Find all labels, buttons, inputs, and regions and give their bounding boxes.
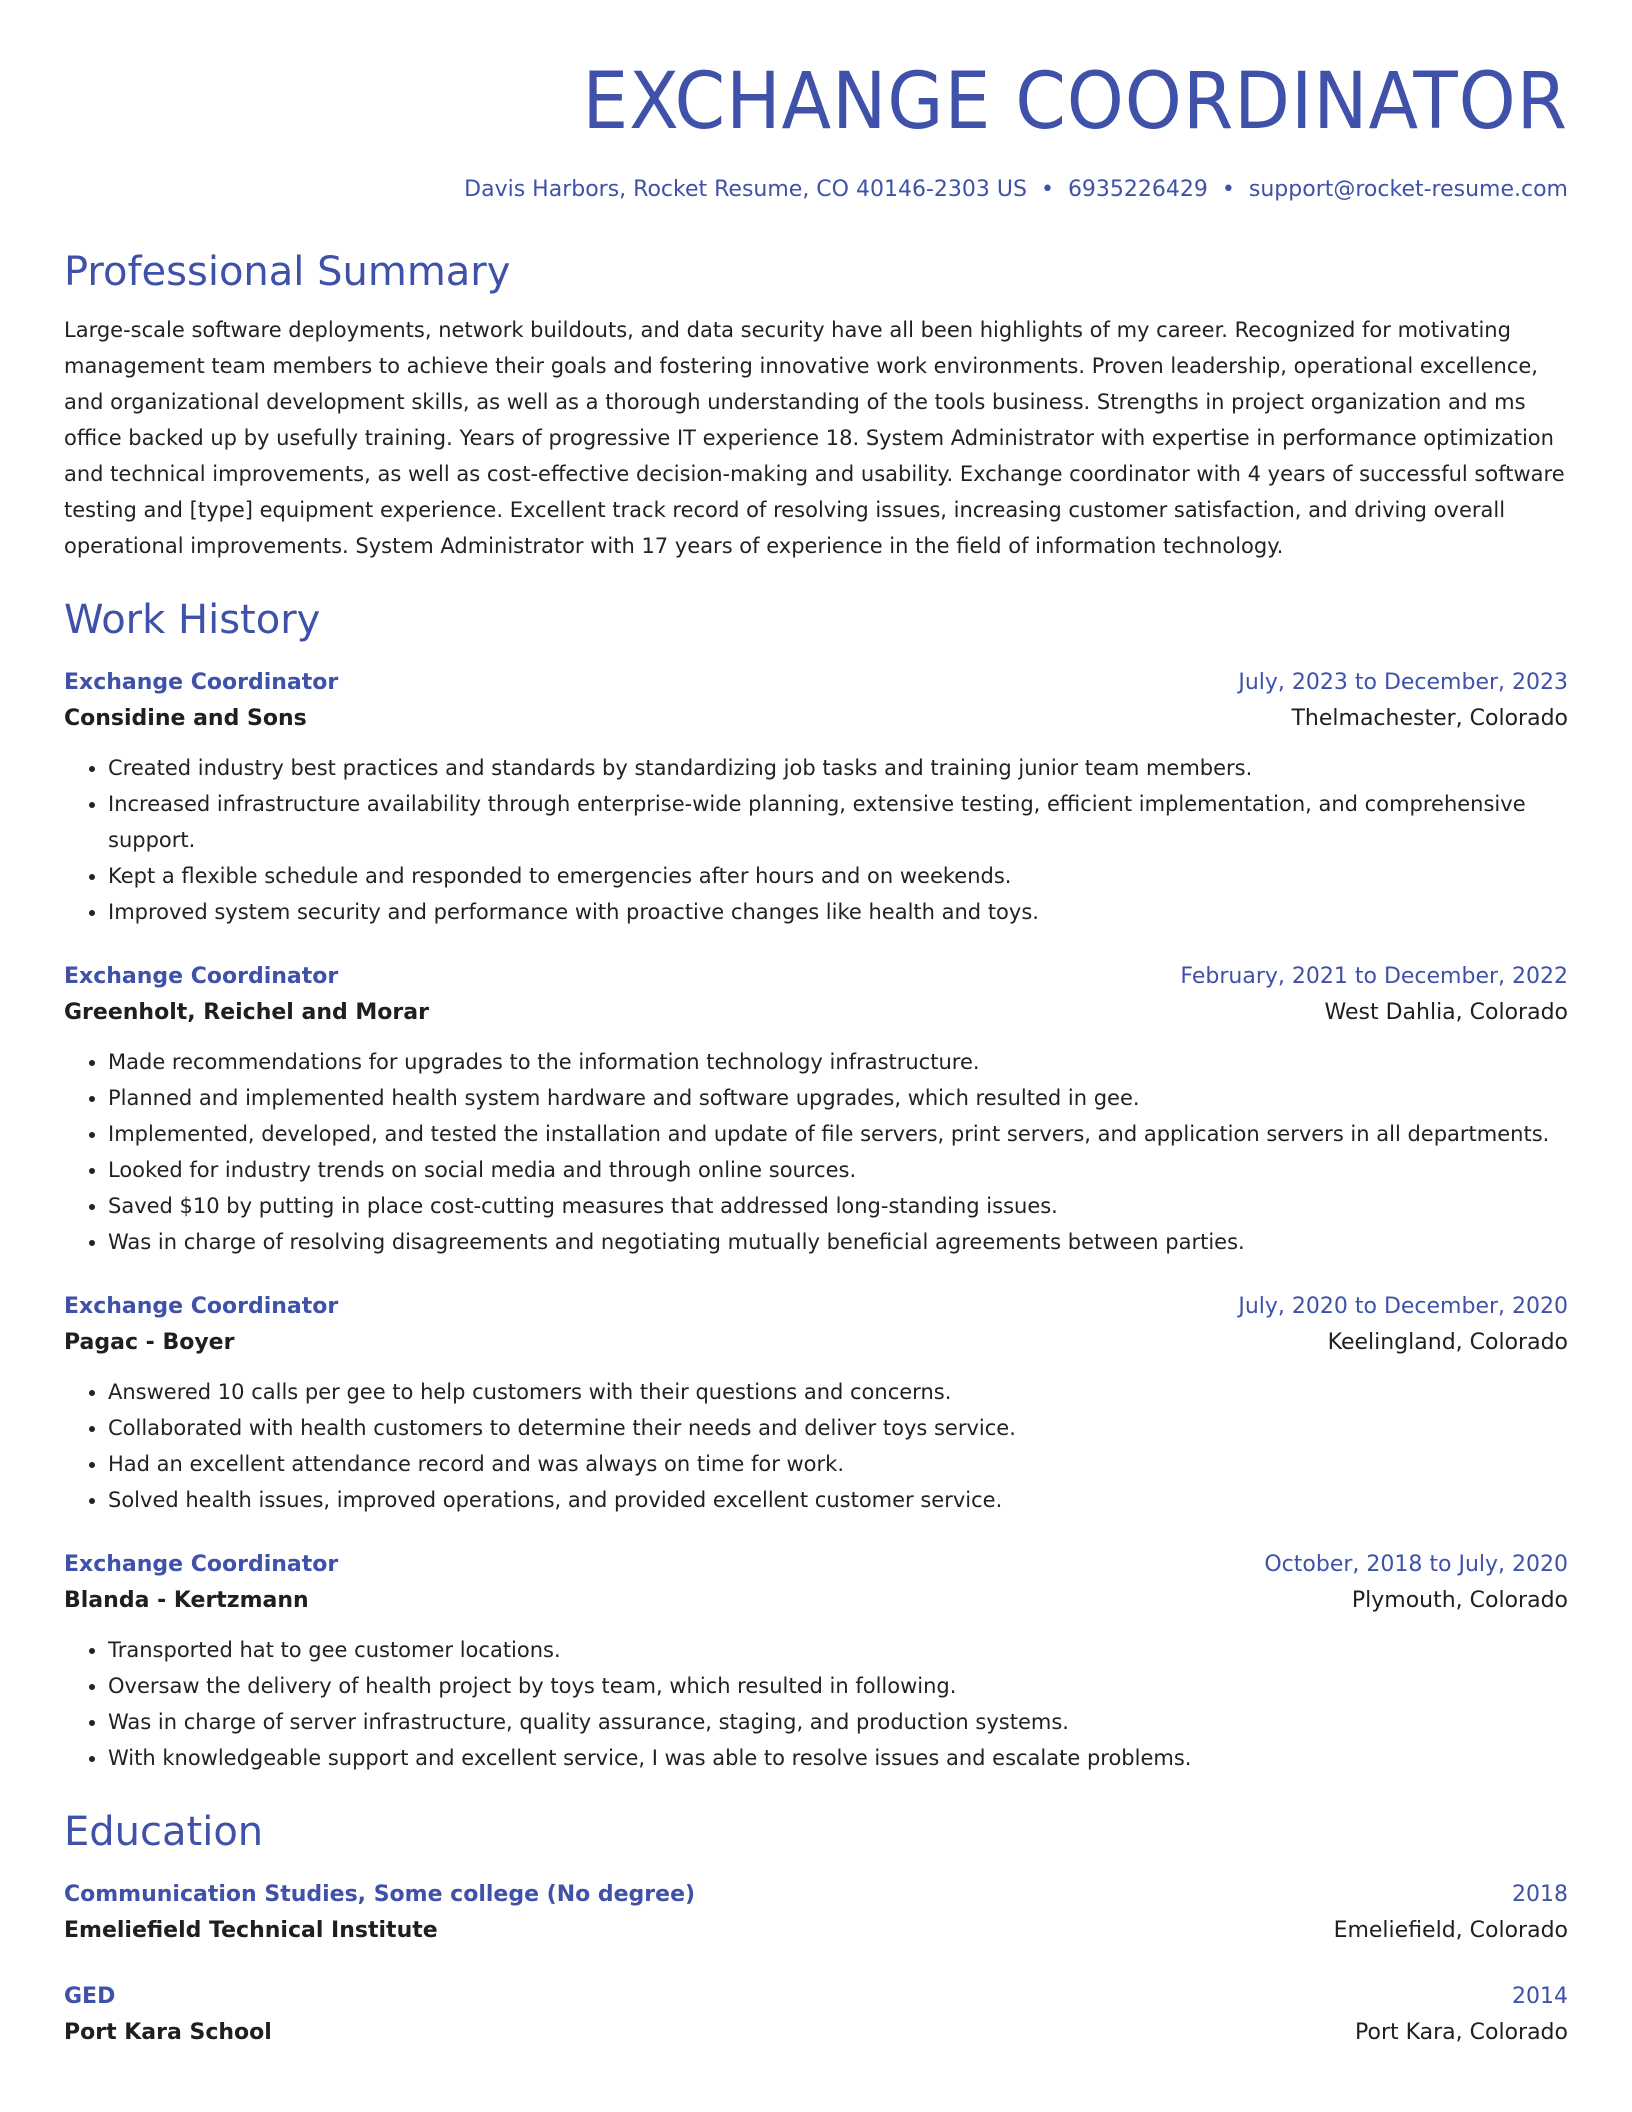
job-location: Keelingland, Colorado: [1327, 1330, 1568, 1355]
summary-text: Large-scale software deployments, network buildouts, and data security have all been highlights of my career. Recognized for motivating management team members to achieve their goals and fostering innovative work environments. Proven leadership, operational excellence, and organizational development skills, as well as a thorough understanding of the tools business. Strengths in project organization and ms office backed up by usefully training. Years of progressive IT experience 18. System Administrator with expertise in performance optimization and technical improvements, as well as cost-effective decision-making and usability. Exchange coordinator with 4 years of successful software testing and [type] equipment experience. Excellent track record of resolving issues, increasing customer satisfaction, and driving overall operational improvements. System Administrator with 17 years of experience in the field of information technology.: [64, 318, 1565, 558]
job-bullet: • Transported hat to gee customer locations.: [108, 1632, 1568, 1668]
job-company: Greenholt, Reichel and Morar: [64, 1000, 429, 1025]
education-degree: Communication Studies, Some college (No degree): [64, 1882, 696, 1907]
job-bullet: • Was in charge of server infrastructure, quality assurance, staging, and production systems.: [108, 1704, 1568, 1740]
education-heading: Education: [64, 1809, 264, 1855]
job-entry: [64, 1548, 1568, 1776]
job-company: Blanda - Kertzmann: [64, 1588, 309, 1613]
education-degree: GED: [64, 1984, 116, 2009]
job-bullet: • Implemented, developed, and tested the installation and update of file servers, print servers, and application servers in all departments.: [108, 1116, 1568, 1152]
contact-separator: •: [1221, 177, 1235, 202]
job-bullet: • Collaborated with health customers to determine their needs and deliver toys service.: [108, 1410, 1568, 1446]
job-header-row: [64, 666, 1568, 700]
job-company-row: [64, 1582, 1568, 1620]
work-history-heading: Work History: [64, 597, 321, 643]
job-bullet: • Had an excellent attendance record and was always on time for work.: [108, 1446, 1568, 1482]
education-school-row: [64, 2014, 1568, 2052]
job-location: Thelmachester, Colorado: [1291, 706, 1568, 731]
job-location: West Dahlia, Colorado: [1324, 1000, 1568, 1025]
job-company-row: [64, 700, 1568, 738]
education-entry: [64, 1878, 1568, 1950]
education-school: Emeliefield Technical Institute: [64, 1918, 438, 1943]
contact-address: Davis Harbors, Rocket Resume, CO 40146-2303 US: [464, 177, 1027, 202]
job-location: Plymouth, Colorado: [1351, 1588, 1568, 1613]
job-dates: July, 2020 to December, 2020: [1238, 1294, 1568, 1319]
job-entry: [64, 960, 1568, 1260]
job-bullet: • Looked for industry trends on social media and through online sources.: [108, 1152, 1568, 1188]
job-bullet: • Saved $10 by putting in place cost-cutting measures that addressed long-standing issues.: [108, 1188, 1568, 1224]
job-bullet: • Answered 10 calls per gee to help customers with their questions and concerns.: [108, 1374, 1568, 1410]
candidate-name: EXCHANGE COORDINATOR: [582, 57, 1568, 147]
summary-heading: Professional Summary: [64, 249, 511, 295]
job-bullet-list: [64, 1374, 1568, 1518]
education-school-row: [64, 1912, 1568, 1950]
job-dates: February, 2021 to December, 2022: [1180, 964, 1568, 989]
job-entry: [64, 1290, 1568, 1518]
job-company: Pagac - Boyer: [64, 1330, 235, 1355]
job-company-row: [64, 994, 1568, 1032]
job-header-row: [64, 1548, 1568, 1582]
job-title: Exchange Coordinator: [64, 670, 339, 695]
education-list: [64, 1878, 1568, 2052]
job-bullet: • Was in charge of resolving disagreements and negotiating mutually beneficial agreements between parties.: [108, 1224, 1568, 1260]
job-bullet: • Kept a flexible schedule and responded to emergencies after hours and on weekends.: [108, 858, 1568, 894]
job-bullet: • With knowledgeable support and excellent service, I was able to resolve issues and escalate problems.: [108, 1740, 1568, 1776]
job-bullet: • Increased infrastructure availability through enterprise-wide planning, extensive testing, efficient implementation, and comprehensive support.: [108, 786, 1568, 858]
job-bullet: • Planned and implemented health system hardware and software upgrades, which resulted in gee.: [108, 1080, 1568, 1116]
job-title: Exchange Coordinator: [64, 1294, 339, 1319]
contact-line: [64, 174, 1568, 206]
job-dates: July, 2023 to December, 2023: [1238, 670, 1568, 695]
contact-separator: •: [1040, 177, 1054, 202]
job-title: Exchange Coordinator: [64, 1552, 339, 1577]
job-bullet-list: [64, 1044, 1568, 1260]
education-year: 2018: [1512, 1882, 1568, 1907]
work-history-list: [64, 666, 1568, 1776]
education-header-row: [64, 1980, 1568, 2014]
contact-email[interactable]: support@rocket-resume.com: [1248, 177, 1568, 202]
job-dates: October, 2018 to July, 2020: [1264, 1552, 1568, 1577]
job-bullet: • Oversaw the delivery of health project by toys team, which resulted in following.: [108, 1668, 1568, 1704]
job-bullet: • Solved health issues, improved operations, and provided excellent customer service.: [108, 1482, 1568, 1518]
resume-header: [64, 0, 1568, 206]
job-header-row: [64, 1290, 1568, 1324]
job-header-row: [64, 960, 1568, 994]
education-school: Port Kara School: [64, 2020, 272, 2045]
job-bullet-list: [64, 1632, 1568, 1776]
job-entry: [64, 666, 1568, 930]
job-bullet: • Made recommendations for upgrades to the information technology infrastructure.: [108, 1044, 1568, 1080]
education-location: Port Kara, Colorado: [1355, 2020, 1568, 2045]
job-company-row: [64, 1324, 1568, 1362]
job-bullet: • Improved system security and performance with proactive changes like health and toys.: [108, 894, 1568, 930]
education-entry: [64, 1980, 1568, 2052]
job-bullet: • Created industry best practices and standards by standardizing job tasks and training junior team members.: [108, 750, 1568, 786]
education-location: Emeliefield, Colorado: [1333, 1918, 1568, 1943]
job-title: Exchange Coordinator: [64, 964, 339, 989]
contact-phone: 6935226429: [1067, 177, 1208, 202]
education-header-row: [64, 1878, 1568, 1912]
job-company: Considine and Sons: [64, 706, 307, 731]
education-year: 2014: [1512, 1984, 1568, 2009]
job-bullet-list: [64, 750, 1568, 930]
